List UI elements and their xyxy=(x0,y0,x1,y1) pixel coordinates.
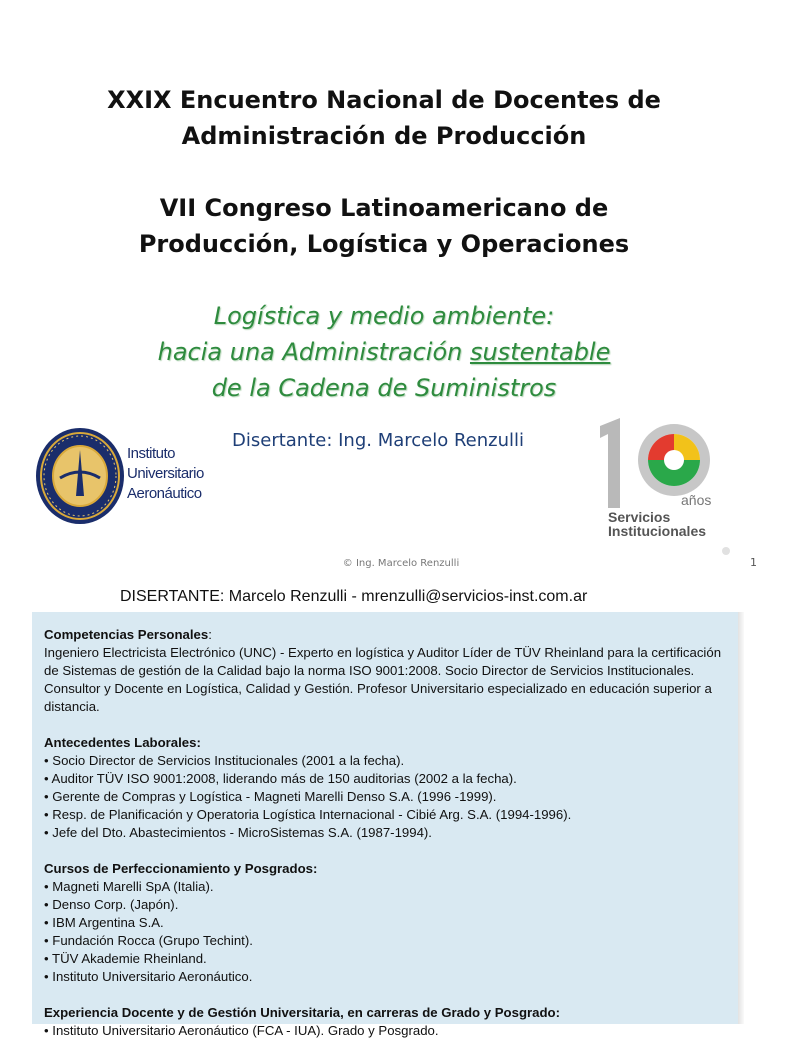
list-item: • Resp. de Planificación y Operatoria Logística Internacional - Cibié Arg. S.A. (1994-1996). xyxy=(44,807,572,822)
page-number: 1 xyxy=(750,556,757,569)
subtitle-line-2 xyxy=(0,334,768,370)
section-title: Antecedentes Laborales: xyxy=(44,735,201,750)
list-item: • Jefe del Dto. Abastecimientos - MicroSistemas S.A. (1987-1994). xyxy=(44,825,432,840)
iua-logo-text xyxy=(127,444,204,504)
experiencia-section xyxy=(44,1004,734,1040)
subtitle-line-3: de la Cadena de Suministros xyxy=(211,374,557,402)
si-logo-line: Servicios xyxy=(608,509,671,525)
competencias-text: Ingeniero Electricista Electrónico (UNC) - Experto en logística y Auditor Líder de TÜV Rheinland para la certificación de Sistemas de gestión de la Calidad bajo la norma ISO 9001:2008. Socio Director de Servicios Institucionales. Consultor y Docente en Logística, Calidad y Gestión. Profesor Universitario especializado en educación superior a distancia. xyxy=(44,645,722,714)
list-item: • Fundación Rocca (Grupo Techint). xyxy=(44,933,253,948)
panel-shadow xyxy=(738,612,744,1024)
slide-dot-indicator xyxy=(722,547,730,555)
speaker-header: DISERTANTE: Marcelo Renzulli - mrenzulli@servicios-inst.com.ar xyxy=(120,588,588,605)
list-item: • TÜV Akademie Rheinland. xyxy=(44,951,207,966)
iua-seal-logo xyxy=(34,426,126,530)
iua-logo-line: Universitario xyxy=(127,465,204,482)
speaker-line: Disertante: Ing. Marcelo Renzulli xyxy=(232,430,525,451)
iua-logo-line: Aeronáutico xyxy=(127,485,202,502)
si-logo-anios: años xyxy=(681,492,712,508)
list-item: • Instituto Universitario Aeronáutico (FCA - IUA). Grado y Posgrado. xyxy=(44,1023,439,1038)
list-item: • Magneti Marelli SpA (Italia). xyxy=(44,879,214,894)
slide-title-line-2: Administración de Producción xyxy=(181,122,587,150)
subtitle-line-2-a: hacia una Administración xyxy=(157,338,470,366)
iua-logo-line: Instituto xyxy=(127,445,176,462)
list-item: • Denso Corp. (Japón). xyxy=(44,897,179,912)
list-item: • Socio Director de Servicios Institucionales (2001 a la fecha). xyxy=(44,753,405,768)
si-logo-line: Institucionales xyxy=(608,523,707,539)
subtitle-line-1: Logística y medio ambiente: xyxy=(213,302,555,330)
congress-title-line-2: Producción, Logística y Operaciones xyxy=(138,230,630,258)
cv-panel xyxy=(32,612,738,1038)
list-item: • IBM Argentina S.A. xyxy=(44,915,164,930)
si-logo-text xyxy=(608,510,706,538)
section-title: Competencias Personales xyxy=(44,627,209,642)
competencias-section xyxy=(44,626,734,716)
list-item: • Gerente de Compras y Logística - Magneti Marelli Denso S.A. (1996 -1999). xyxy=(44,789,497,804)
cursos-section xyxy=(44,860,734,986)
congress-title-line-1: VII Congreso Latinoamericano de xyxy=(159,194,609,222)
section-title-colon: : xyxy=(208,627,212,642)
list-item: • Auditor TÜV ISO 9001:2008, liderando más de 150 auditorias (2002 a la fecha). xyxy=(44,771,517,786)
slide-title-line-1: XXIX Encuentro Nacional de Docentes de xyxy=(107,86,661,114)
list-item: • Instituto Universitario Aeronáutico. xyxy=(44,969,253,984)
subtitle-underlined-word: sustentable xyxy=(469,338,611,366)
antecedentes-section xyxy=(44,734,734,842)
section-title: Experiencia Docente y de Gestión Universitaria, en carreras de Grado y Posgrado: xyxy=(44,1005,560,1020)
section-title: Cursos de Perfeccionamiento y Posgrados: xyxy=(44,861,318,876)
copyright: © Ing. Marcelo Renzulli xyxy=(342,558,460,569)
